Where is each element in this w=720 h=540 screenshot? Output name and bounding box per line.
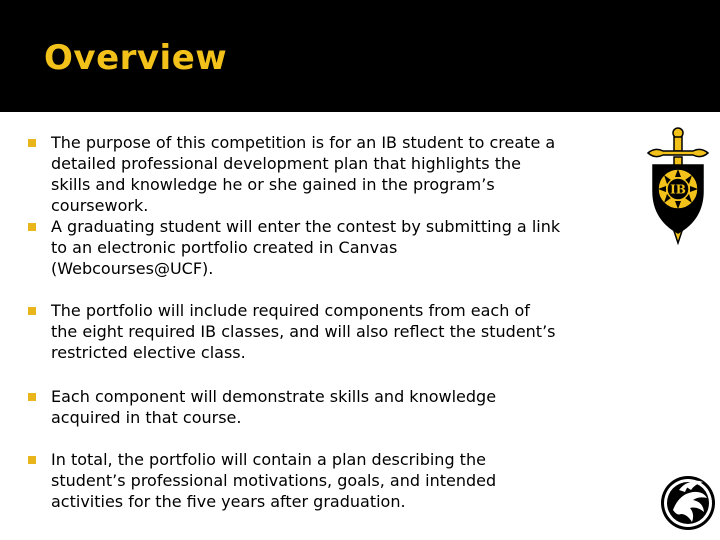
ucf-pegasus-logo-icon xyxy=(659,472,717,532)
bullet-marker xyxy=(28,223,36,231)
bullet-marker xyxy=(28,307,36,315)
bullet-item-2 xyxy=(28,216,560,279)
crest-text: IB xyxy=(670,182,686,197)
bullet-text: The purpose of this competition is for an IB student to create a detailed professional development plan that highlights the skills and knowledge he or she gained in the program’s coursework. xyxy=(51,133,556,215)
bullet-item-3 xyxy=(28,300,556,363)
bullet-marker xyxy=(28,456,36,464)
bullet-item-4 xyxy=(28,386,496,428)
bullet-item-5 xyxy=(28,449,496,512)
bullet-text: The portfolio will include required components from each of the eight required IB classes, and will also reflect the student’s restricted elective class. xyxy=(51,301,556,362)
slide-title: Overview xyxy=(44,38,228,78)
bullet-text: A graduating student will enter the contest by submitting a link to an electronic portfolio created in Canvas (Webcourses@UCF). xyxy=(51,217,561,278)
bullet-marker xyxy=(28,393,36,401)
bullet-item-1 xyxy=(28,132,555,216)
bullet-text: In total, the portfolio will contain a plan describing the student’s professional motivations, goals, and intended activities for the five years after graduation. xyxy=(51,450,497,511)
ib-crest-icon xyxy=(645,127,711,245)
bullet-text: Each component will demonstrate skills and knowledge acquired in that course. xyxy=(51,387,497,427)
bullet-marker xyxy=(28,139,36,147)
